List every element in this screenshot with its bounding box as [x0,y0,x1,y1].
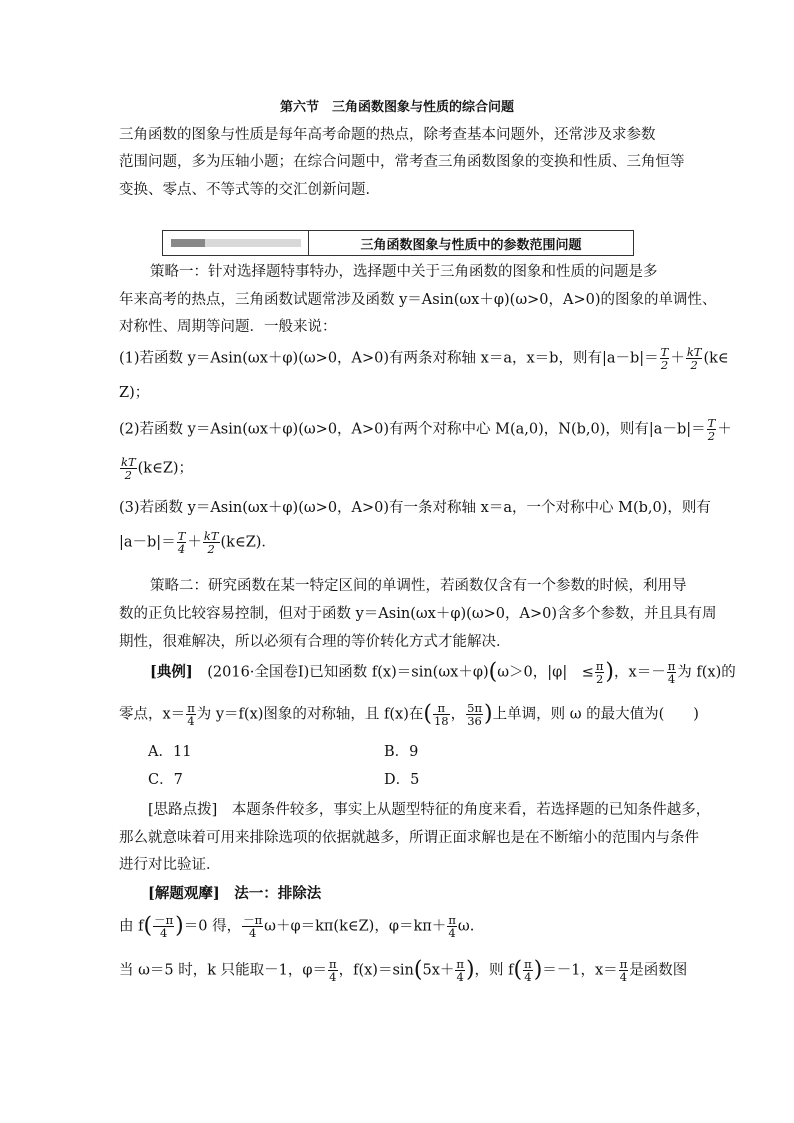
option-a: A．11 [148,744,192,760]
strategy2-line: 数的正负比较容易控制，但对于函数 y＝Asin(ωx＋φ)(ω>0，A>0)含多个参数，并且具有周 [119,606,717,622]
example-line-1: [典例] (2016·全国卷Ⅰ)已知函数 f(x)＝sin(ωx＋φ)(ω＞0，|φ| ≤ $\frac{\pi}{2}$ )，x＝－ $\frac{\pi}{4}$ 为 f(x)的 [150,659,736,686]
rule3-line-cont: |a－b|＝ $\frac{T}{4}$ ＋ $\frac{kT}{2}$ (k∈Z)． [119,529,276,556]
hint-line: 进行对比验证． [119,857,221,873]
intro-line: 变换、零点、不等式等的交汇创新问题． [119,182,380,198]
strategy1-line: 策略一：针对选择题特事特办，选择题中关于三角函数的图象和性质的问题是多 [150,264,658,280]
rule2-line-cont: $\frac{kT}{2}$ (k∈Z)； [121,455,194,482]
hint-line: 那么就意味着可用来排除选项的依据就越多，所谓正面求解也是在不断缩小的范围内与条件 [119,830,699,846]
option-c: C．7 [148,772,183,788]
strategy1-line: 对称性、周期等问题．一般来说： [119,319,337,335]
section-tag-bar [171,239,301,247]
strategy1-line: 年来高考的热点，三角函数试题常涉及函数 y＝Asin(ωx＋φ)(ω>0，A>0)的图象的单调性、 [119,292,717,308]
option-b: B．9 [384,744,419,760]
section-title: 三角函数图象与性质中的参数范围问题 [360,238,582,253]
solution-head: [解题观摩] 法一：排除法 [148,885,322,902]
solution-line-2: 当 ω＝5 时，k 只能取－1，φ＝ $\frac{\pi}{4}$ ，f(x)＝sin(5x＋ $\frac{\pi}{4}$ )，则 f( $\frac{\pi}{4}$ )＝－1，x＝ $\frac{\pi}{4}$ 是函数图 [119,957,688,984]
intro-line: 三角函数的图象与性质是每年高考命题的热点，除考查基本问题外，还常涉及求参数 [119,127,656,143]
section-header-box [162,230,634,256]
rule1-line: (1)若函数 y＝Asin(ωx＋φ)(ω>0，A>0)有两条对称轴 x＝a，x＝b，则有|a－b|＝ $\frac{T}{2}$ ＋ $\frac{kT}{2}$ (k∈ [119,345,729,372]
strategy2-line: 期性，很难解决，所以必须有合理的等价转化方式才能解决． [119,634,511,650]
option-d: D．5 [384,772,420,788]
rule3-line: (3)若函数 y＝Asin(ωx＋φ)(ω>0，A>0)有一条对称轴 x＝a，一个对称中心 M(b,0)，则有 [119,500,711,516]
rule2-line: (2)若函数 y＝Asin(ωx＋φ)(ω>0，A>0)有两个对称中心 M(a,0)，N(b,0)，则有|a－b|＝ $\frac{T}{2}$ ＋ [119,416,732,443]
strategy2-line: 策略二：研究函数在某一特定区间的单调性，若函数仅含有一个参数的时候，利用导 [150,578,687,594]
page-title: 第六节 三角函数图象与性质的综合问题 [279,100,514,115]
intro-line: 范围问题，多为压轴小题；在综合问题中，常考查三角函数图象的变换和性质、三角恒等 [119,154,685,170]
solution-line-1: 由 f( $\frac{-\pi}{4}$ )＝0 得， $\frac{-\pi}{4}$ ω＋φ＝kπ(k∈Z)，φ＝kπ＋ $\frac{\pi}{4}$ ω. [119,913,475,940]
rule1-line-cont: Z)； [119,385,150,401]
hint-line: [思路点拨] 本题条件较多，事实上从题型特征的角度来看，若选择题的已知条件越多， [148,802,711,818]
example-line-2: 零点，x＝ $\frac{\pi}{4}$ 为 y＝f(x)图象的对称轴，且 f(x)在( $\frac{\pi}{18}$ ， $\frac{5\pi}{36}$ )上单调，则 ω 的最大值为( ) [119,701,699,728]
